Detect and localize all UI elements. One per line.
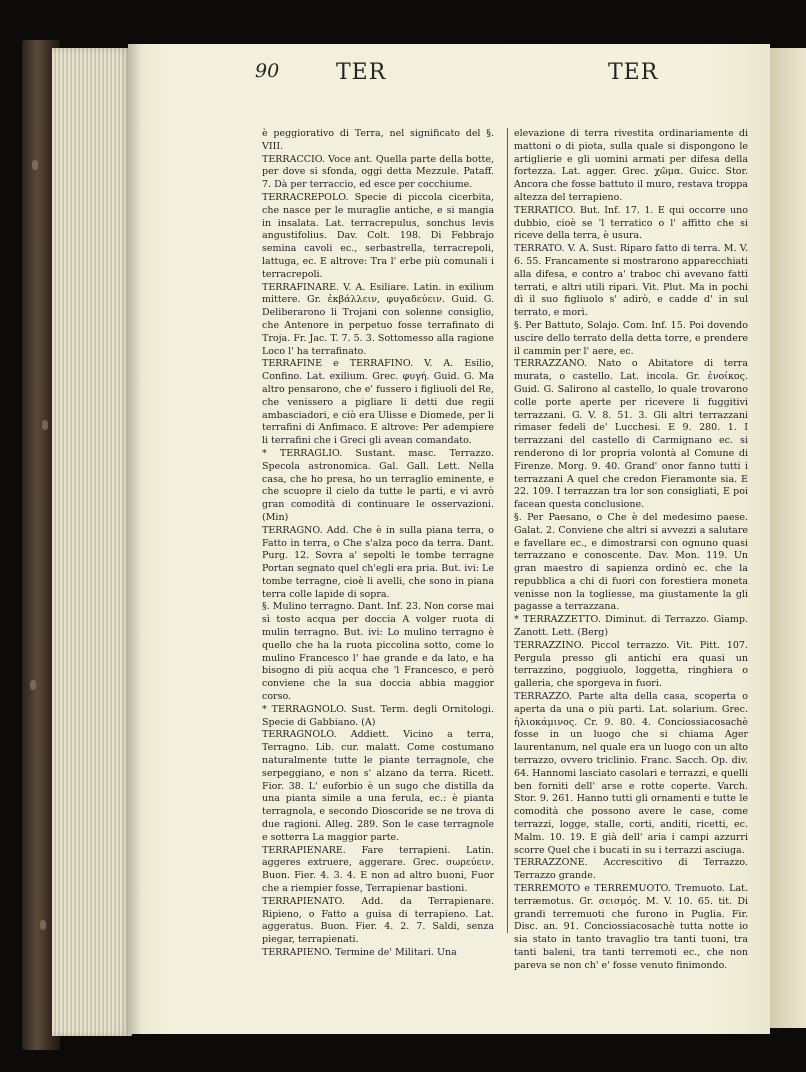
entry-text: TERRATICO. But. Inf. 17. 1. E qui occorre uno dubbio, cioè se 'l terratico o l' affitto che si riceve della terra, è usura. [514,204,748,242]
entry-text: TERRATO. V. A. Sust. Riparo fatto di terra. M. V. 6. 55. Francamente si mostrarono apparecchiati alla difesa, e contro a' traboc chi avevano fatti terrati, e altri utili ripari. Vit. Plut. Ma in pochi dì il suo figliuolo s' adirò, e cadde d' in sul terrato, e morì. [514,243,748,319]
entry-text: TERRAFINE e TERRAFINO. V. A. Esilio, Confino. Lat. exilium. Grec. φυγή. Guid. G. Ma altro pensarono, che e' fussero i figliuoli del Re, che venissero a pigliare li detti due regii ambasciadori, e ciò era Ulisse e Diomede, per li terrafini di Anfimaco. E altrove: Per adempiere li terrafini che i Greci gli avean comandato. [262,358,494,447]
entry-text: TERREMOTO e TERREMUOTO. Tremuoto. Lat. terræmotus. Gr. σεισμός. M. V. 10. 65. tit. Di grandi terremuoti che furono in Puglia. Fir. Disc. an. 91. Conciossiacosachè tutta notte io sia stato in tanto travaglio tra tanti tuoni, tra tanti baleni, tra tanti terremoti ec., che non pareva se non ch' e' fosse venuto finimondo. [514,883,748,971]
entry-text: * TERRAGNOLO. Sust. Term. degli Ornitologi. Specie di Gabbiano. (A) [262,703,494,728]
entry-text: TERRAFINARE. V. A. Esiliare. Latin. in exilium mittere. Gr. ἐκβάλλειν, φυγαδεύειν. Guid. G. Deliberarono li Trojani con solenne consiglio, che Antenore in perpetuo fosse terrafinato di Troja. Fr. Jac. T. 7. 5. 3. Sottomesso alla ragione Loco l' ha terrafinato. [262,281,494,357]
entry-text: elevazione di terra rivestita ordinariamente di mattoni o di piota, sulla quale si dispongono le artiglierie e gli uomini armati per difesa della fortezza. Lat. agger. Grec. χῶμα. Guicc. Stor. Ancora che fosse battuto il muro, restava troppa altezza del terrapieno. [514,128,749,203]
column-rule [507,128,508,933]
left-column [262,128,494,958]
gutter-shadow [128,44,142,1034]
cover-wear-mark [32,160,38,170]
entry-text: TERRACCIO. Voce ant. Quella parte della botte, per dove si sfonda, oggi detta Mezzule. Pataff. 7. Dà per terraccio, ed esce per cocchiume. [262,153,494,191]
right-column [514,128,749,971]
entry-text: * TERRAGLIO. Sustant. masc. Terrazzo. Specola astronomica. Gal. Gall. Lett. Nella casa, che ho presa, ho un terraglio eminente, e che scuopre il cielo da tutte le parti, e vi avrò gran comodità di continuare le osservazioni. (Min) [262,447,494,523]
entry-text: TERRAPIENARE. Fare terrapieni. Latin. aggeres extruere, aggerare. Grec. σωρεύειν. Buon. Fier. 4. 3. 4. E non ad altro buoni, Fuor che a riempier fosse, Terrapienar bastioni. [262,844,494,895]
facing-page-edge [766,48,806,1028]
entry-text: è peggiorativo di Terra, nel significato del §. VIII. [262,128,494,152]
entry-text: TERRAPIENATO. Add. da Terrapienare. Ripieno, o Fatto a guisa di terrapieno. Lat. aggeratus. Buon. Fier. 4. 2. 7. Saldi, senza piegar, terrapienati. [262,895,494,946]
entry-text: TERRAPIENO. Termine de' Militari. Una [262,947,457,958]
entry-text: TERRAGNO. Add. Che è in sulla piana terra, o Fatto in terra, o Che s'alza poco da terra. Dant. Purg. 12. Sovra a' sepolti le tombe terragne Portan segnato quel ch'egli era pria. But. ivi: Le tombe terragne, cioè li avelli, che sono in piana terra colle lapide di sopra. [262,524,494,600]
page-number: 90 [255,60,280,82]
cover-wear-mark [30,680,36,690]
running-head-right: TER [608,60,659,85]
running-head-left: TER [336,60,387,85]
entry-text: TERRAZZONE. Accrescitivo di Terrazzo. Terrazzo grande. [514,857,748,882]
cover-wear-mark [42,420,48,430]
cover-wear-mark [40,920,46,930]
entry-text: TERRAGNOLO. Addiett. Vicino a terra, Terragno. Lib. cur. malatt. Come costumano naturalmente tutte le piante terragnole, che serpeggiano, e non s' alzano da terra. Ricett. Fior. 38. L' euforbio è un sugo che distilla da una pianta simile a una ferula, ec.: è pianta terragnola, e secondo Dioscoride se ne trova di due ragioni. Alleg. 289. Son le case terragnole e sotterra La maggior parte. [262,729,494,843]
entry-text: TERRAZZINO. Piccol terrazzo. Vit. Pitt. 107. Pergula presso gli antichi era quasi un terrazzino, poggiuolo, loggetta, ringhiera o galleria, che sporgeva in fuori. [514,639,748,690]
entry-text: * TERRAZZETTO. Diminut. di Terrazzo. Giamp. Zanott. Lett. (Berg) [514,614,748,639]
entry-text: TERRAZZO. Parte alta della casa, scoperta o aperta da una o più parti. Lat. solarium. Grec. ἡλιοκάμινος. Cr. 9. 80. 4. Conciossiacosachè fosse in un luogo che si chiama Ager laurentanum, nel quale era un luogo con un alto terrazzo, ovvero triclinio. Franc. Sacch. Op. div. 64. Hannomi lasciato casolari e terrazzi, e quelli ben forniti dell' arse e rotte coperte. Varch. Stor. 9. 261. Hanno tutti gli ornamenti e tutte le comodità che possono avere le case, come terrazzi, logge, stalle, corti, anditi, ricetti, ec. Malm. 10. 19. E già dell' aria i campi azzurri scorre Quel che i bucati in su i terrazzi asciuga. [514,691,748,856]
entry-text: TERRACREPOLO. Specie di piccola cicerbita, che nasce per le muraglie antiche, e si mangia in insalata. Lat. terracrepulus, sonchus levis angustifolius. Dav. Colt. 198. Di Febbrajo semina cavoli ec., serbastrella, terracrepoli, lattuga, ec. E altrove: Tra l' erbe più comunali i terracrepoli. [262,191,494,280]
entry-text: §. Per Paesano, o Che è del medesimo paese. Galat. 2. Conviene che altri si avvezzi a salutare e favellare ec., e dimostrarsi con ognuno quasi terrazzano e conoscente. Dav. Mon. 119. Un gran maestro di sapienza ordinò ec. che la repubblica a chi di fuori con forestiera moneta venisse non la togliesse, ma giustamente la gli pagasse a terrazzana. [514,511,748,613]
entry-text: §. Per Battuto, Solajo. Com. Inf. 15. Poi dovendo uscire dello terrato della detta torre, e prendere il cammin per l' aere, ec. [514,319,748,357]
entry-text: TERRAZZANO. Nato o Abitatore di terra murata, o castello. Lat. incola. Gr. ἐνοίκος. Guid. G. Salirono al castello, lo quale trovarono colle porte aperte per ricevere li fuggitivi terrazzani. G. V. 8. 51. 3. Gli altri terrazzani rimaser fedeli de' Lucchesi. E 9. 280. 1. I terrazzani del castello di Carmignano ec. si renderono di lor propria volontà al Comune di Firenze. Morg. 9. 40. Grand' onor fanno tutti i terrazzani A quel che credon Fieramonte sia. E 22. 109. I terrazzan tra lor son consigliati, E poi facean questa conclusione. [514,358,748,511]
entry-text: §. Mulino terragno. Dant. Inf. 23. Non corse mai sì tosto acqua per doccia A volger ruota di mulin terragno. But. ivi: Lo mulino terragno è quello che ha la ruota piccolina sotto, come lo mulino Francesco l' hae grande e da lato, e ha bisogno di più acqua che 'l Francesco, e però conviene che la sua doccia abbia maggior corso. [262,601,494,703]
page-edges [52,48,132,1036]
